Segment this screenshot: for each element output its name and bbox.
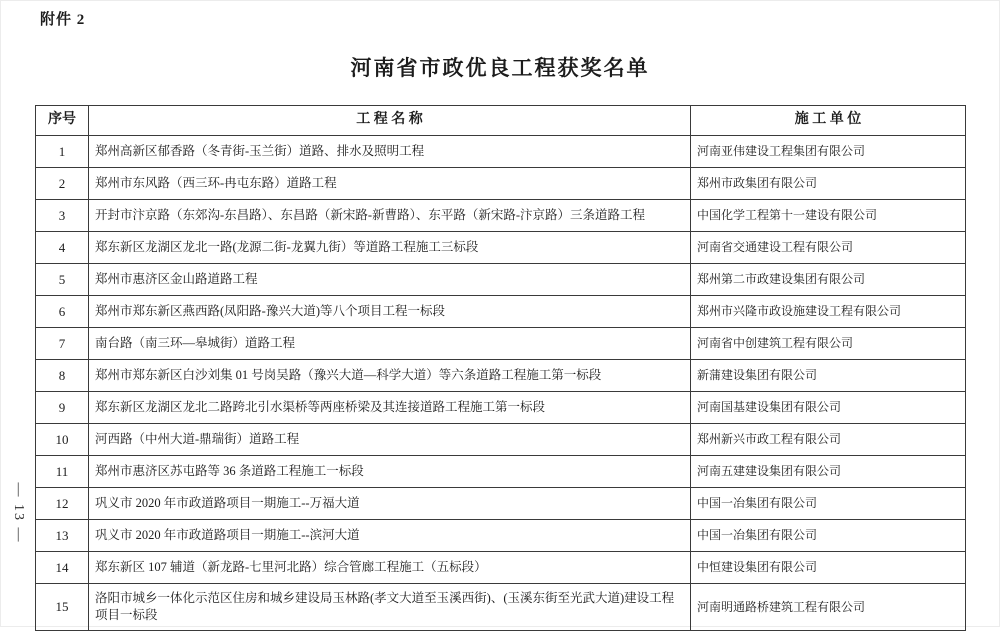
page-number: — 13 — [11, 482, 26, 544]
company-name-cell: 中国一冶集团有限公司 [691, 520, 966, 552]
serial-number-cell: 11 [36, 456, 89, 488]
serial-number-cell: 1 [36, 136, 89, 168]
project-name-cell: 郑东新区 107 辅道（新龙路-七里河北路）综合管廊工程施工（五标段） [89, 552, 691, 584]
table-row [36, 136, 966, 168]
company-name-cell: 河南明通路桥建筑工程有限公司 [691, 584, 966, 631]
table-row [36, 232, 966, 264]
company-name-cell: 河南省中创建筑工程有限公司 [691, 328, 966, 360]
project-name-cell: 郑州市东风路（西三环-冉屯东路）道路工程 [89, 168, 691, 200]
serial-number-cell: 6 [36, 296, 89, 328]
table-row [36, 552, 966, 584]
company-name-cell: 新蒲建设集团有限公司 [691, 360, 966, 392]
serial-number-cell: 5 [36, 264, 89, 296]
award-table [35, 105, 966, 631]
serial-number-cell: 4 [36, 232, 89, 264]
serial-number-cell: 8 [36, 360, 89, 392]
company-name-cell: 河南国基建设集团有限公司 [691, 392, 966, 424]
serial-number-cell: 10 [36, 424, 89, 456]
project-name-cell: 南台路（南三环—皋城街）道路工程 [89, 328, 691, 360]
company-name-cell: 河南五建建设集团有限公司 [691, 456, 966, 488]
serial-number-cell: 15 [36, 584, 89, 631]
project-name-cell: 郑东新区龙湖区龙北二路跨北引水渠桥等两座桥梁及其连接道路工程施工第一标段 [89, 392, 691, 424]
table-row [36, 200, 966, 232]
project-name-cell: 洛阳市城乡一体化示范区住房和城乡建设局玉林路(孝文大道至玉溪西街)、(玉溪东街至光武大道)建设工程项目一标段 [89, 584, 691, 631]
table-row [36, 296, 966, 328]
company-name-cell: 中恒建设集团有限公司 [691, 552, 966, 584]
project-name-cell: 河西路（中州大道-鼎瑞街）道路工程 [89, 424, 691, 456]
column-header-serial: 序号 [36, 106, 89, 136]
table-row [36, 488, 966, 520]
serial-number-cell: 14 [36, 552, 89, 584]
serial-number-cell: 9 [36, 392, 89, 424]
company-name-cell: 郑州市兴隆市政设施建设工程有限公司 [691, 296, 966, 328]
table-row [36, 392, 966, 424]
serial-number-cell: 7 [36, 328, 89, 360]
table-row [36, 264, 966, 296]
table-row [36, 520, 966, 552]
project-name-cell: 郑州市惠济区苏屯路等 36 条道路工程施工一标段 [89, 456, 691, 488]
project-name-cell: 巩义市 2020 年市政道路项目一期施工--万福大道 [89, 488, 691, 520]
column-header-company: 施 工 单 位 [691, 106, 966, 136]
project-name-cell: 郑东新区龙湖区龙北一路(龙源二街-龙翼九街）等道路工程施工三标段 [89, 232, 691, 264]
attachment-label: 附件 2 [40, 12, 86, 28]
project-name-cell: 巩义市 2020 年市政道路项目一期施工--滨河大道 [89, 520, 691, 552]
table-header-row [36, 106, 966, 136]
project-name-cell: 开封市汴京路（东郊沟-东昌路）、东昌路（新宋路-新曹路）、东平路（新宋路-汴京路）三条道路工程 [89, 200, 691, 232]
column-header-project: 工 程 名 称 [89, 106, 691, 136]
table-row [36, 456, 966, 488]
table-row [36, 328, 966, 360]
table-row [36, 168, 966, 200]
serial-number-cell: 2 [36, 168, 89, 200]
company-name-cell: 中国化学工程第十一建设有限公司 [691, 200, 966, 232]
company-name-cell: 郑州第二市政建设集团有限公司 [691, 264, 966, 296]
table-row [36, 424, 966, 456]
serial-number-cell: 3 [36, 200, 89, 232]
company-name-cell: 郑州新兴市政工程有限公司 [691, 424, 966, 456]
serial-number-cell: 13 [36, 520, 89, 552]
project-name-cell: 郑州市惠济区金山路道路工程 [89, 264, 691, 296]
table-row [36, 584, 966, 631]
company-name-cell: 中国一冶集团有限公司 [691, 488, 966, 520]
serial-number-cell: 12 [36, 488, 89, 520]
company-name-cell: 河南省交通建设工程有限公司 [691, 232, 966, 264]
project-name-cell: 郑州市郑东新区白沙刘集 01 号岗吴路（豫兴大道—科学大道）等六条道路工程施工第一标段 [89, 360, 691, 392]
company-name-cell: 河南亚伟建设工程集团有限公司 [691, 136, 966, 168]
page-title: 河南省市政优良工程获奖名单 [350, 56, 650, 80]
table-row [36, 360, 966, 392]
project-name-cell: 郑州高新区郁香路（冬青街-玉兰街）道路、排水及照明工程 [89, 136, 691, 168]
company-name-cell: 郑州市政集团有限公司 [691, 168, 966, 200]
project-name-cell: 郑州市郑东新区燕西路(凤阳路-豫兴大道)等八个项目工程一标段 [89, 296, 691, 328]
